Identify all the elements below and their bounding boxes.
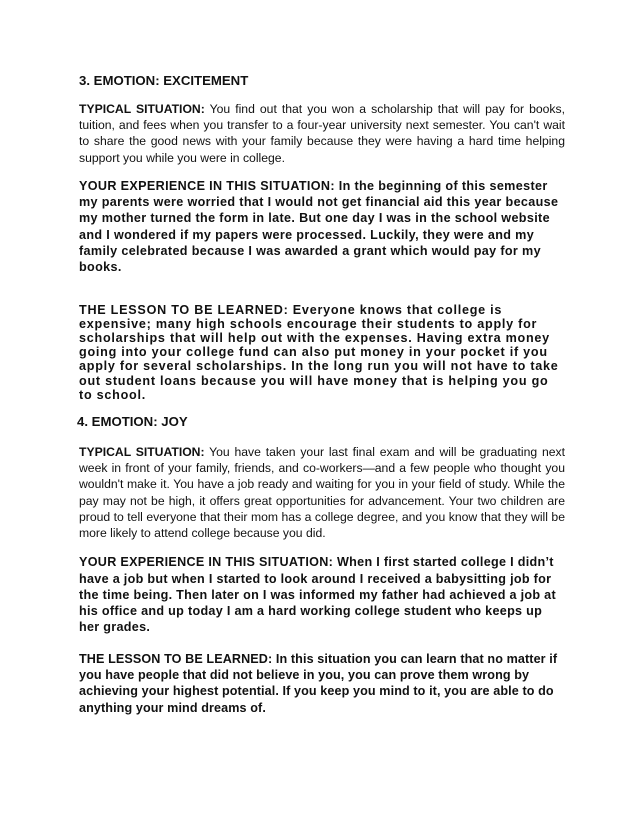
section-3-typical-situation: [79, 101, 565, 166]
section-4-typical-text: You have taken your last final exam and will be graduating next week in front of your family, friends, and co-workers—and a few people who thought you wouldn't make it. You have a job ready and waiting for you in your field of study. While the pay may not be high, it offers great opportunities for advancement. Your two children are proud to tell everyone that their mom has a college degree, and you know that they will be more likely to attend college because you did.: [79, 445, 565, 541]
section-3-typical-text: You find out that you won a scholarship that will pay for books, tuition, and fees when you transfer to a four-year university next semester. You can't wait to share the good news with your family because they were having a hard time helping support you while you were in college.: [79, 102, 565, 165]
section-3-lesson: THE LESSON TO BE LEARNED: Everyone knows that college is expensive; many high schools encourage their students to apply for scholarships that will help out with the expenses. Having extra money going into your college fund can also put money in your pocket if you apply for several scholarships. In the long run you will not have to take out student loans because you will have money that is helping you go to school.: [79, 302, 559, 402]
section-4-typical-situation: [79, 444, 565, 541]
section-4-heading: 4. EMOTION: JOY: [77, 414, 188, 430]
document-page: [79, 73, 565, 716]
section-3-heading: 3. EMOTION: EXCITEMENT: [79, 73, 249, 88]
section-4-lesson: THE LESSON TO BE LEARNED: In this situation you can learn that no matter if you have people that did not believe in you, you can prove them wrong by achieving your highest potential. If you keep you mind to it, you are able to do anything your mind dreams of.: [79, 651, 558, 715]
section-3-experience: YOUR EXPERIENCE IN THIS SITUATION: In the beginning of this semester my parents were worried that I would not get financial aid this year because my mother turned the form in late. But one day I was in the school website and I wondered if my papers were processed. Luckily, they were and my family celebrated because I was awarded a grant which would pay for my books.: [79, 178, 559, 275]
section-4-experience: YOUR EXPERIENCE IN THIS SITUATION: When I first started college I didn’t have a job but when I started to look around I received a babysitting job for the time being. Then later on I was informed my father had achieved a job at his office and up today I am a hard working college student who keeps up her grades.: [79, 555, 556, 635]
section-3-typical-label: TYPICAL SITUATION:: [79, 102, 205, 116]
section-4-typical-label: TYPICAL SITUATION:: [79, 445, 205, 460]
